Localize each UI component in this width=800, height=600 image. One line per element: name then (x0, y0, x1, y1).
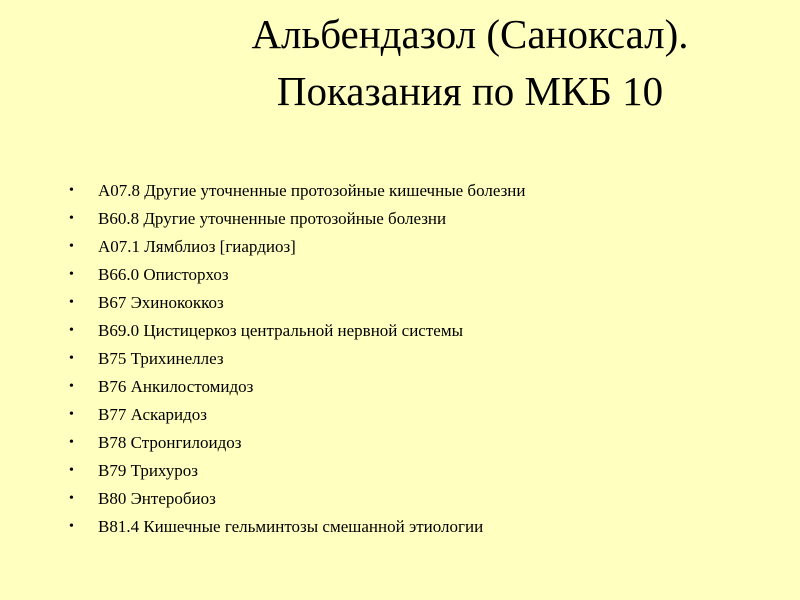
list-item (66, 261, 526, 289)
list-item (66, 457, 526, 485)
list-item-text: B69.0 Цистицеркоз центральной нервной системы (98, 321, 464, 340)
list-item (66, 177, 526, 205)
list-item (66, 205, 526, 233)
list-item (66, 513, 526, 541)
list-item-text: B81.4 Кишечные гельминтозы смешанной этиологии (98, 517, 484, 536)
bullet-icon: • (69, 239, 74, 254)
bullet-icon: • (69, 351, 74, 366)
bullet-icon: • (69, 435, 74, 450)
indications-list (66, 177, 526, 541)
bullet-icon: • (69, 463, 74, 478)
list-item (66, 373, 526, 401)
list-item-text: A07.8 Другие уточненные протозойные кишечные болезни (98, 181, 526, 200)
bullet-icon: • (69, 323, 74, 338)
bullet-icon: • (69, 407, 74, 422)
list-item (66, 429, 526, 457)
list-item-text: B66.0 Описторхоз (98, 265, 229, 284)
list-item-text: B76 Анкилостомидоз (98, 377, 254, 396)
list-item (66, 401, 526, 429)
list-item-text: B77 Аскаридоз (98, 405, 207, 424)
slide-title-line-1: Альбендазол (Саноксал). (251, 11, 689, 57)
list-item (66, 233, 526, 261)
bullet-icon: • (69, 267, 74, 282)
list-item-text: A07.1 Лямблиоз [гиардиоз] (98, 237, 296, 256)
bullet-icon: • (69, 183, 74, 198)
list-item-text: B67 Эхинококкоз (98, 293, 224, 312)
list-item-text: B79 Трихуроз (98, 461, 198, 480)
slide-title-line-2: Показания по МКБ 10 (276, 68, 664, 114)
bullet-icon: • (69, 491, 74, 506)
list-item (66, 345, 526, 373)
list-item-text: B75 Трихинеллез (98, 349, 224, 368)
list-item-text: B80 Энтеробиоз (98, 489, 216, 508)
list-item (66, 317, 526, 345)
list-item-text: B78 Стронгилоидоз (98, 433, 242, 452)
list-item (66, 485, 526, 513)
list-item (66, 289, 526, 317)
bullet-icon: • (69, 295, 74, 310)
list-item-text: B60.8 Другие уточненные протозойные болезни (98, 209, 447, 228)
slide-title (190, 6, 750, 120)
bullet-icon: • (69, 379, 74, 394)
bullet-icon: • (69, 211, 74, 226)
bullet-icon: • (69, 519, 74, 534)
